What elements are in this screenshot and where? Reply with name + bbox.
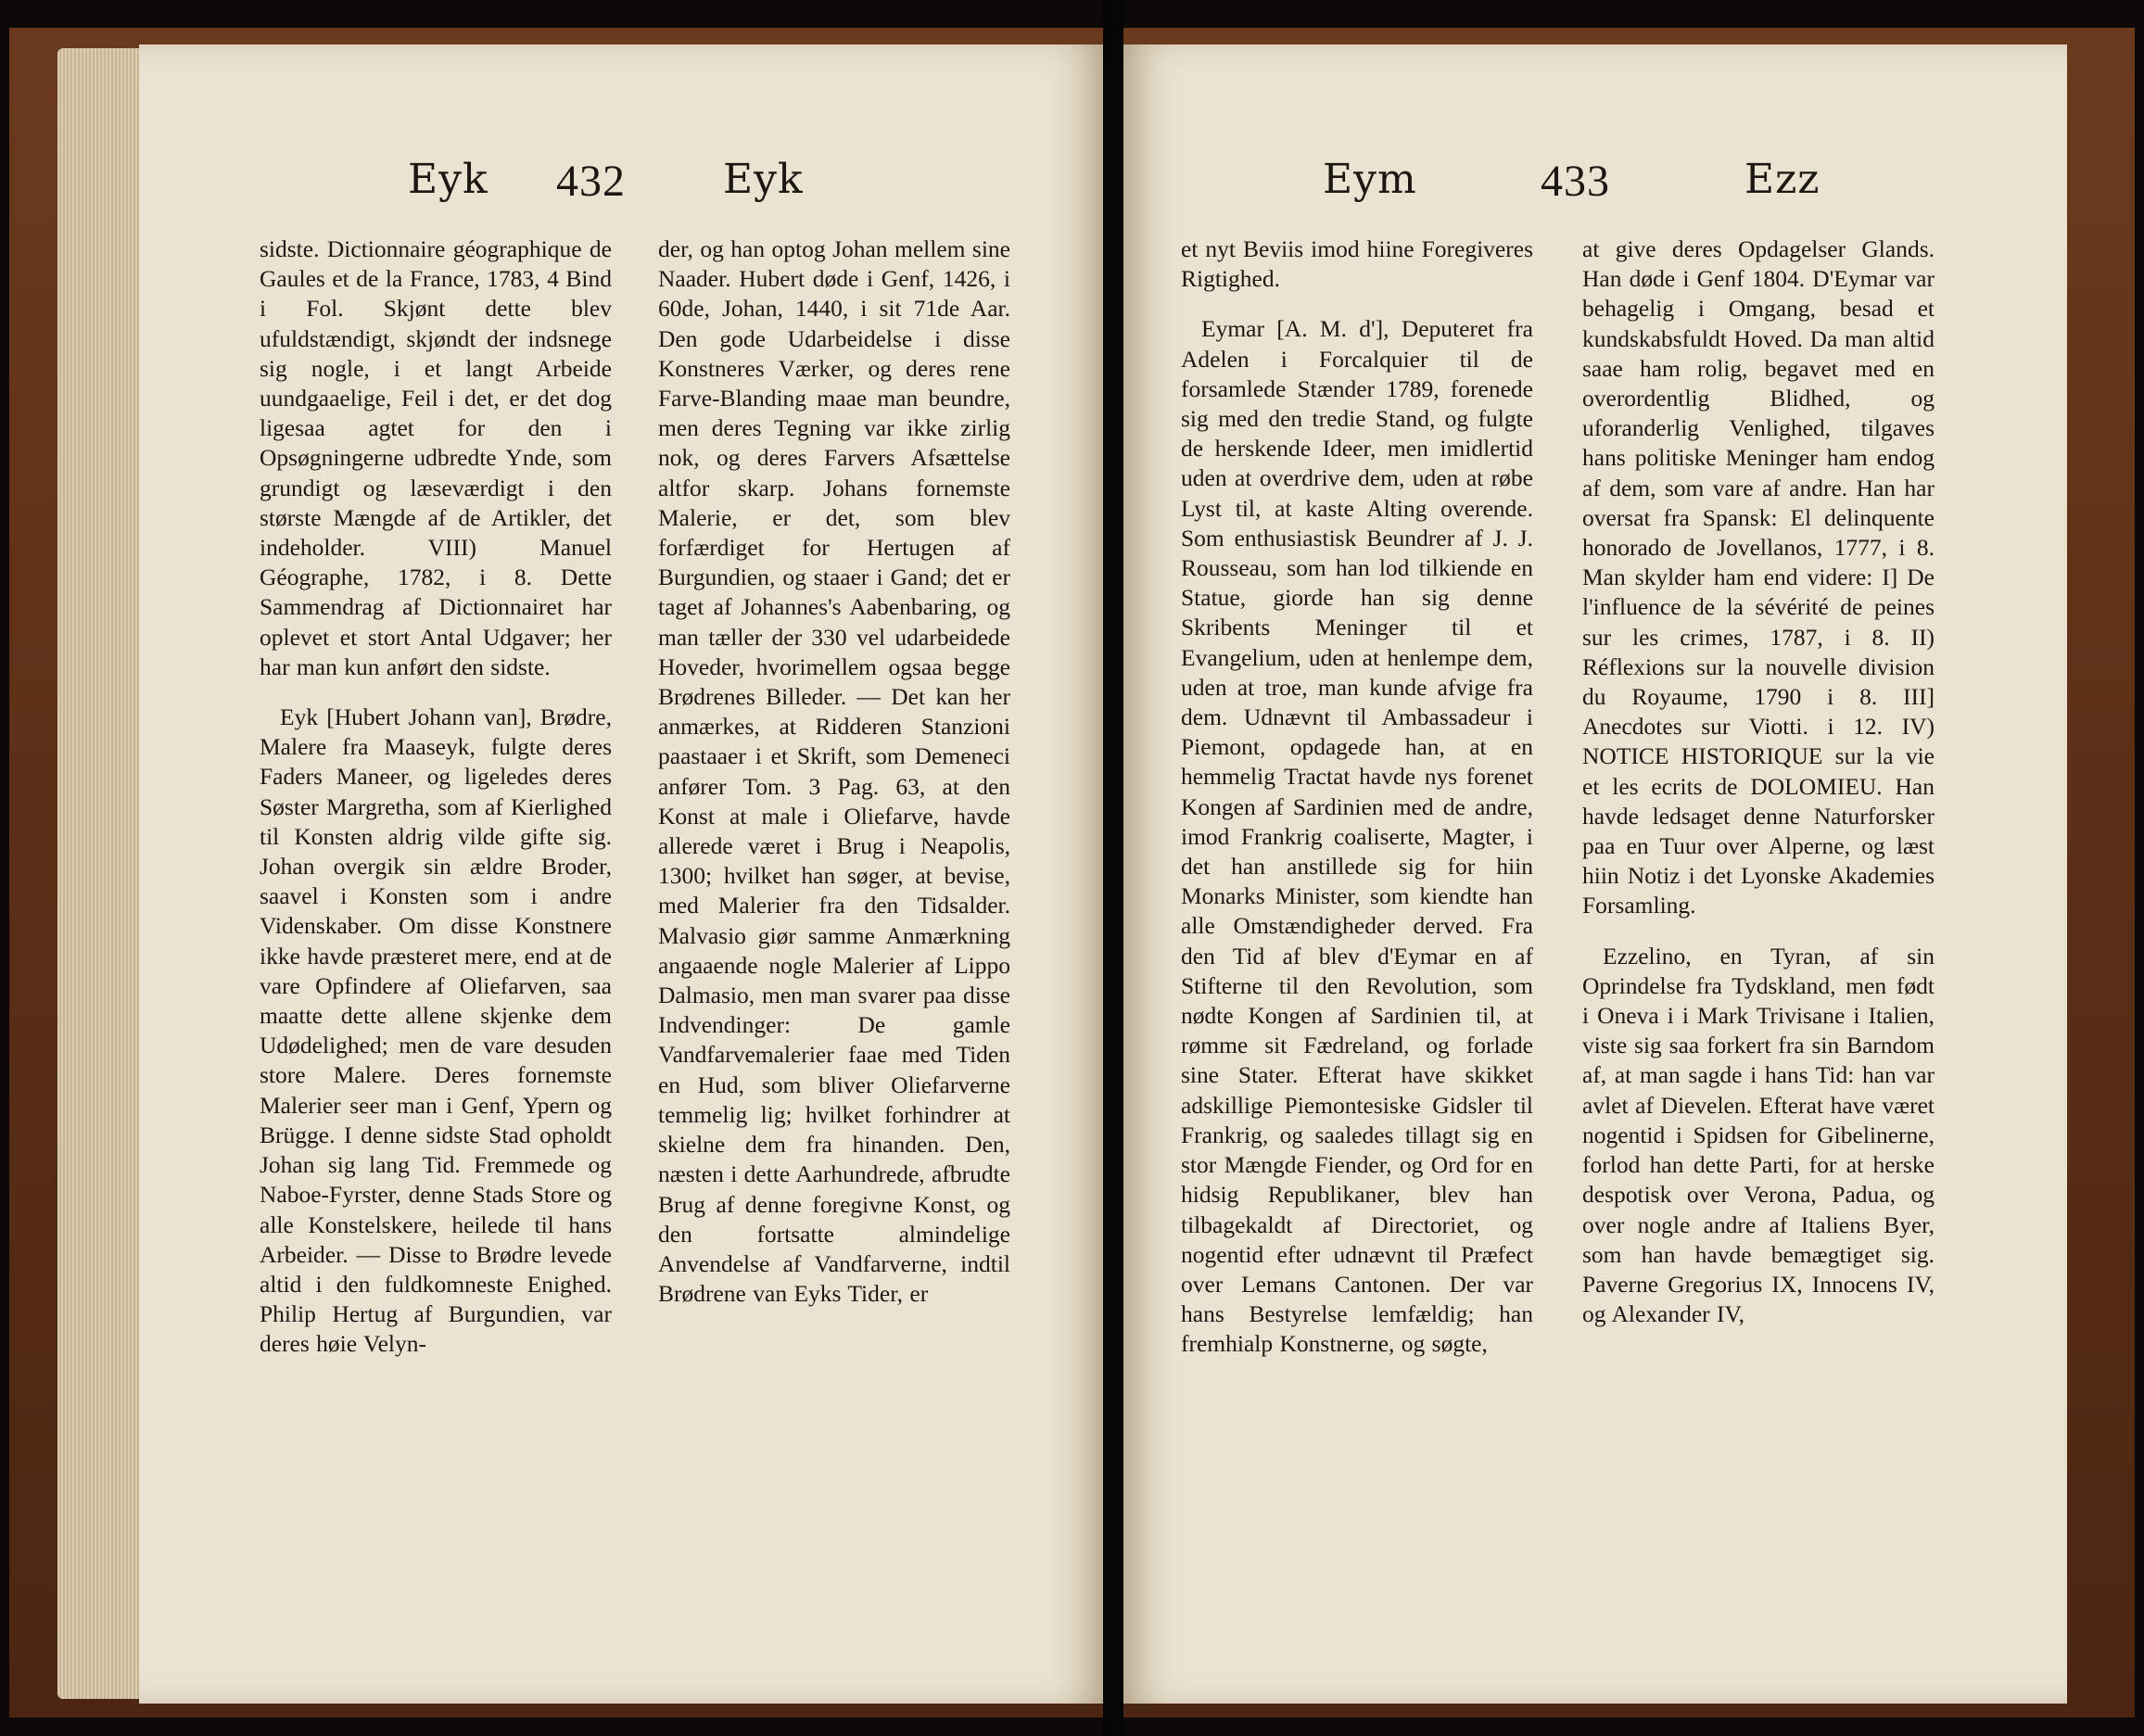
entry-eyk: Eyk [Hubert Johann van], Brødre, Malere fra Maaseyk, fulgte deres Faders Maneer, og ligeledes deres Søster Margretha, som af Kierlighed til Konsten aldrig vilde gifte sig. Johan overgik sin ældre Broder, saavel i Konsten som i andre Videnskaber. Om disse Konstnere ikke havde præsteret mere, end at de vare Opfindere af Oliefarven, saa maatte dette allene skjenke dem Udødelighed; men de vare desuden store Malere. Deres fornemste Malerier seer man i Genf, Ypern og Brügge. I denne sidste Stad opholdt Johan sig lang Tid. Fremmede og Naboe-Fyrster, denne Stads Store og alle Konstelskere, heilede til hans Arbeider. — Disse to Brødre levede altid i den fuldkomneste Enighed. Philip Hertug af Burgundien, var deres høie Velyn-	[260, 703, 612, 1358]
paragraph: sidste. Dictionnaire géographique de Gaules et de la France, 1783, 4 Bind i Fol. Skjønt dette blev ufuldstændigt, skjøndt der indsnege sig nogle, i et langt Arbeide uundgaaelige, Feil i det, er det dog ligesaa agtet for den i Opsøgningerne udbredte Ynde, som grundigt og læseværdigt i den største Mængde af de Artikler, det indeholder. VIII) Manuel Géographe, 1782, i 8. Dette Sammendrag af Dictionnairet har oplevet et stort Antal Udgaver; her har man kun anført den sidste.	[260, 235, 612, 680]
running-header-left	[139, 156, 1103, 221]
paragraph: der, og han optog Johan mellem sine Naader. Hubert døde i Genf, 1426, i 60de, Johan, 1440, i sit 71de Aar. Den gode Udarbeidelse i disse Konstneres Værker, og deres rene Farve-Blanding maae man beundre, men deres Tegning var ikke zirlig nok, og deres Farvers Afsættelse altfor skarp. Johans fornemste Malerie, er det, som blev forfærdiget for Hertugen af Burgundien, og staaer i Gand; det er taget af Johannes's Aabenbaring, og man tæller der 330 vel udarbeidede Hoveder, hvorimellem ogsaa begge Brødrenes Billeder. — Det kan her anmærkes, at Ridderen Stanzioni paastaaer i et Skrift, som Demeneci anfører Tom. 3 Pag. 63, at den Konst at male i Oliefarve, havde allerede været i Brug i Neapolis, 1300; hvilket han søger, at bevise, med Malerier fra den Tidsalder. Malvasio giør samme Anmærkning angaaende nogle Malerier af Lippo Dalmasio, men man svarer paa disse Indvendinger: De gamle Vandfarvemalerier faae med Tiden en Hud, som bliver Oliefarverne temmelig lig; hvilket forhindrer at skielne dem fra hinanden. Den, næsten i dette Aarhundrede, afbrudte Brug af denne foregivne Konst, og den fortsatte almindelige Anvendelse af Vandfarverne, indtil Brødrene van Eyks Tider, er	[658, 235, 1011, 1308]
header-keyword-right: Eyk	[723, 156, 804, 203]
paragraph: at give deres Opdagelser Glands. Han døde i Genf 1804. D'Eymar var behagelig i Omgang, besad et kundskabsfuldt Hoved. Da man altid saae ham rolig, begavet med en overordentlig Blidhed, og uforanderlig Venlighed, tilgaves hans politiske Meninger ham endog af dem, som vare af andre. Han har oversat fra Spansk: El delinquente honorado de Jovellanos, 1777, i 8. Man skylder ham end videre: I] De l'influence de la sévérité de peines sur les crimes, 1787, i 8. II) Réflexions sur la nouvelle division du Royaume, 1790 i 8. III] Anecdotes sur Viotti. i 12. IV) NOTICE HISTORIQUE sur la vie et les ecrits de DOLOMIEU. Han havde ledsaget denne Naturforsker paa en Tuur over Alperne, og læst hiin Notiz i det Lyonske Akademies Forsamling.	[1582, 235, 1935, 919]
right-page	[1123, 44, 2067, 1704]
paragraph: et nyt Beviis imod hiine Foregiveres Rigtighed.	[1181, 235, 1533, 293]
header-keyword-left: Eyk	[408, 156, 488, 203]
text-column-2	[1582, 234, 1935, 1329]
running-header-right	[1123, 156, 2067, 221]
left-page	[139, 44, 1103, 1704]
entry-ezzelino: Ezzelino, en Tyran, af sin Oprindelse fra Tydskland, men født i Oneva i i Mark Trivisane i Italien, viste sig saa forkert fra sin Barndom af, at man sagde i hans Tid: han var avlet af Dievelen. Efterat have været nogentid i Spidsen for Gibelinerne, forlod han dette Parti, for at herske despotisk over Verona, Padua, og over nogle andre af Italiens Byer, som han havde bemægtiget sig. Paverne Gregorius IX, Innocens IV, og Alexander IV,	[1582, 942, 1935, 1328]
text-column-1	[1181, 234, 1533, 1360]
header-keyword-left: Eym	[1323, 156, 1417, 203]
text-column-1	[260, 234, 612, 1360]
book-gutter	[1103, 0, 1123, 1736]
page-edges	[57, 48, 146, 1699]
header-keyword-right: Ezz	[1744, 156, 1820, 203]
page-number: 432	[556, 157, 626, 206]
entry-eymar: Eymar [A. M. d'], Deputeret fra Adelen i Forcalquier til de forsamlede Stænder 1789, forenede sig med den tredie Stand, og fulgte de herskende Ideer, men imidlertid uden at overdrive dem, uden at røbe Lyst til, at kaste Alting overende. Som enthusiastisk Beundrer af J. J. Rousseau, som han lod tilkiende en Statue, giorde han sig denne Skribents Meninger til et Evangelium, uden at henlempe dem, uden at troe, man kunde afvige fra dem. Udnævnt til Ambassadeur i Piemont, opdagede han, at en hemmelig Tractat havde nys forenet Kongen af Sardinien med de andre, imod Frankrig coaliserte, Magter, i det han anstillede sig for hiin Monarks Minister, som kiendte han alle Omstændigheder derved. Fra den Tid af blev d'Eymar en af Stifterne til den Revolution, som nødte Kongen af Sardinien til, at rømme sit Fædreland, og forlade sine Stater. Efterat have skikket adskillige Piemontesiske Gidsler til Frankrig, og saaledes tillagt sig en stor Mængde Fiender, og Ord for en hidsig Republikaner, blev han tilbagekaldt af Directoriet, og nogentid efter udnævnt til Præfect over Lemans Cantonen. Der var hans Bestyrelse lemfældig; han fremhialp Konstnerne, og søgte,	[1181, 315, 1533, 1358]
text-column-2	[658, 234, 1010, 1309]
page-number: 433	[1541, 157, 1610, 206]
